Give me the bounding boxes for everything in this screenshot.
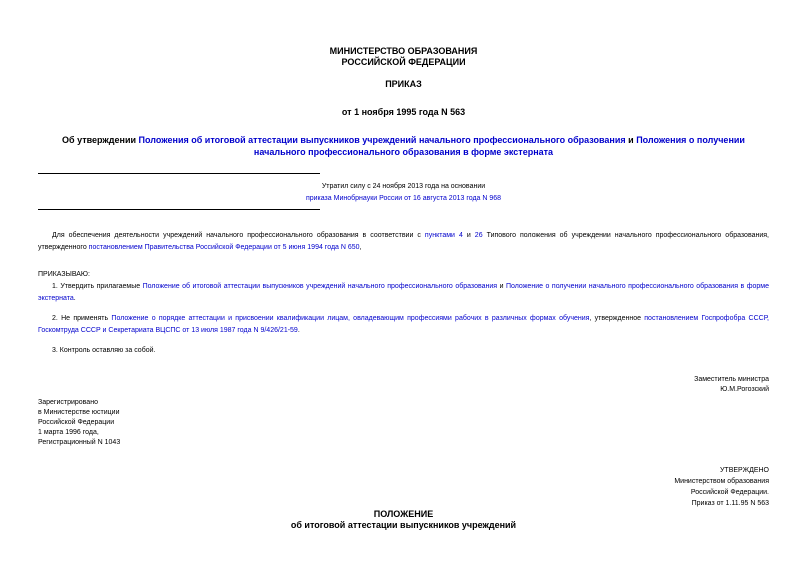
ministry-name-line1: МИНИСТЕРСТВО ОБРАЗОВАНИЯ xyxy=(329,46,478,56)
registration-line-3: Российской Федерации xyxy=(38,419,115,426)
item2-text-2: , утвержденное xyxy=(589,315,645,322)
registration-line-5: Регистрационный N 1043 xyxy=(38,439,121,446)
lost-force-note: Утратил силу с 24 ноября 2013 года на основании xyxy=(321,183,486,190)
document-title xyxy=(36,134,771,158)
signature-name: Ю.М.Рогозский xyxy=(720,386,769,393)
document-date: от 1 ноября 1995 года N 563 xyxy=(341,107,466,117)
approved-line-1: УТВЕРЖДЕНО xyxy=(719,467,769,474)
title-link-externat[interactable]: Положения о получении начального профессионального образования в форме экстерната xyxy=(253,135,745,157)
intro-text-1: Для обеспечения деятельности учреждений начального профессионального образования в соответствии с xyxy=(52,232,425,239)
order-item-2 xyxy=(38,313,769,337)
order-item-3: 3. Контроль оставляю за собой. xyxy=(52,347,156,354)
intro-text-4: , xyxy=(359,244,362,251)
link-government-resolution[interactable]: постановлением Правительства Российской Федерации от 5 июня 1994 года N 650 xyxy=(88,244,360,251)
approved-line-2: Министерством образования xyxy=(674,478,769,485)
item1-text-3: . xyxy=(73,295,76,302)
regulation-heading: ПОЛОЖЕНИЕ xyxy=(373,509,434,519)
lost-force-link-line xyxy=(0,195,807,202)
document-type: ПРИКАЗ xyxy=(385,79,422,89)
link-item-4[interactable]: пунктами 4 xyxy=(424,232,463,239)
divider-bottom xyxy=(38,209,320,210)
link-item-26[interactable]: 26 xyxy=(474,232,483,239)
title-prefix: Об утверждении xyxy=(62,135,139,145)
item2-text-1: 2. Не применять xyxy=(52,315,112,322)
item2-link-resolution[interactable]: постановлением Госпрофобра СССР, Госкомтруда СССР и Секретариата ВЦСПС от 13 июля 1987 года N 9/426/21-59 xyxy=(38,315,769,334)
approved-line-3: Российской Федерации. xyxy=(690,489,769,496)
orders-heading: ПРИКАЗЫВАЮ: xyxy=(38,271,90,278)
ministry-name-line2: РОССИЙСКОЙ ФЕДЕРАЦИИ xyxy=(341,57,466,67)
registration-line-1: Зарегистрировано xyxy=(38,399,98,406)
item1-text-1: 1. Утвердить прилагаемые xyxy=(52,283,143,290)
approved-line-4: Приказ от 1.11.95 N 563 xyxy=(691,500,769,507)
registration-line-4: 1 марта 1996 года, xyxy=(38,429,99,436)
item1-text-2: и xyxy=(497,283,506,290)
item2-text-3: . xyxy=(297,327,300,334)
order-item-1 xyxy=(38,281,769,305)
item1-link-externat[interactable]: Положение о получении начального профессионального образования в форме экстерната xyxy=(38,283,769,302)
intro-paragraph xyxy=(38,230,769,254)
title-middle: и xyxy=(625,135,637,145)
lost-force-order-link[interactable]: приказа Минобрнауки России от 16 августа 2013 года N 968 xyxy=(305,195,502,202)
regulation-subheading: об итоговой аттестации выпускников учреждений xyxy=(290,520,517,530)
signature-position: Заместитель министра xyxy=(694,376,769,383)
divider-top xyxy=(38,173,320,174)
title-link-attestation[interactable]: Положения об итоговой аттестации выпускников учреждений начального профессионального образования xyxy=(138,135,626,145)
intro-text-2: и xyxy=(462,232,475,239)
intro-text-3: Типового положения об учреждении начального профессионального образования, утвержденного xyxy=(38,232,769,251)
item2-link-regulation[interactable]: Положение о порядке аттестации и присвоении квалификации лицам, овладевающим профессиями рабочих в различных формах обучения xyxy=(111,315,590,322)
item1-link-attestation[interactable]: Положение об итоговой аттестации выпускников учреждений начального профессионального образования xyxy=(142,283,498,290)
registration-line-2: в Министерстве юстиции xyxy=(38,409,120,416)
